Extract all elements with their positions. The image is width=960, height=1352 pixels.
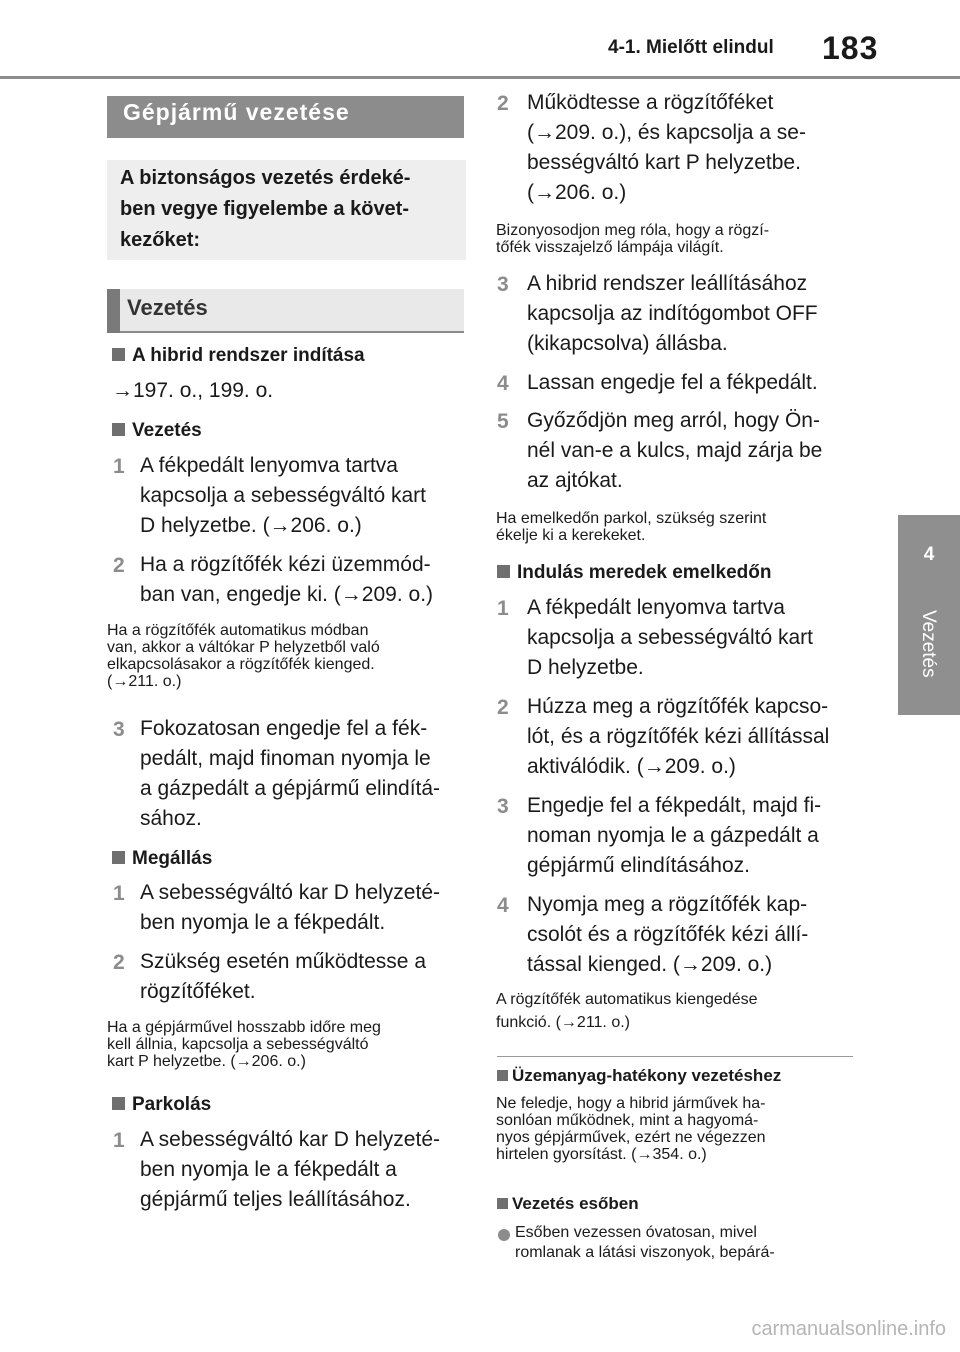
note-line: tőfék visszajelző lámpája világít. [496,239,724,256]
step-number: 3 [113,718,125,741]
page-number: 183 [822,30,879,66]
page-title: Gépjármű vezetése [123,99,350,125]
section-heading-bar [107,289,120,333]
step-line: Húzza meg a rögzítőfék kapcso- [527,695,829,718]
section-heading: Vezetés [127,295,208,320]
step-line: kapcsolja a sebességváltó kart [527,626,813,649]
square-bullet-icon [112,851,125,864]
header-divider [0,76,960,79]
paragraph-line: nyos gépjárművek, ezért ne végezzen [496,1129,766,1146]
step-line: Lassan engedje fel a fékpedált. [527,371,818,394]
paragraph-line: sonlóan működnek, mint a hagyomá- [496,1112,759,1129]
subheading [112,1094,211,1116]
bullet-line: romlanak a látási viszonyok, bepárá- [515,1244,775,1261]
step-line: (kikapcsolva) állásba. [527,332,728,355]
step-line: Engedje fel a fékpedált, majd fi- [527,794,822,817]
chapter-label: Vezetés [918,610,939,678]
step-line: ban van, engedje ki. (→209. o.) [140,583,434,606]
note-line: van, akkor a váltókar P helyzetből való [107,639,380,656]
subheading-text: Megállás [132,848,213,869]
step-number: 1 [113,455,125,478]
subheading-text: A hibrid rendszer indítása [132,345,365,366]
paragraph-line: hirtelen gyorsítást. (→354. o.) [496,1146,707,1163]
watermark: carmanualsonline.info [751,1318,946,1340]
step-line: sához. [140,807,202,830]
step-line: az ajtókat. [527,469,623,492]
note-line: Ha a rögzítőfék automatikus módban [107,622,369,639]
step-line: A hibrid rendszer leállításához [527,272,808,295]
square-bullet-icon [112,1097,125,1110]
step-line: Fokozatosan engedje fel a fék- [140,717,428,740]
page-reference: →197. o., 199. o. [112,379,274,402]
step-line: Győződjön meg arról, hogy Ön- [527,409,820,432]
step-line: noman nyomja le a gázpedált a [527,824,819,847]
subheading-text: Üzemanyag-hatékony vezetéshez [512,1066,782,1085]
paragraph-line: Ne feledje, hogy a hibrid járművek ha- [496,1095,766,1112]
subheading-text: Vezetés esőben [512,1194,639,1213]
subheading [112,848,212,870]
step-number: 3 [497,795,509,818]
step-line: gépjármű elindításához. [527,854,750,877]
step-number: 5 [497,410,509,433]
step-line: Szükség esetén működtesse a [140,950,427,973]
step-line: D helyzetbe. (→206. o.) [140,514,362,537]
step-line: (→206. o.) [527,181,627,204]
subheading [112,420,202,442]
step-line: aktiválódik. (→209. o.) [527,755,736,778]
note-line: (→211. o.) [107,673,182,690]
step-number: 1 [113,882,125,905]
step-line: kapcsolja a sebességváltó kart [140,484,426,507]
step-number: 2 [113,951,125,974]
step-line: nél van-e a kulcs, majd zárja be [527,439,823,462]
step-number: 1 [113,1129,125,1152]
subheading [497,562,772,584]
step-line: A sebességváltó kar D helyzeté- [140,881,440,904]
step-line: a gázpedált a gépjármű elindítá- [140,777,441,800]
step-number: 3 [497,273,509,296]
step-line: kapcsolja az indítógombot OFF [527,302,818,325]
square-bullet-icon [112,423,125,436]
subheading [497,1066,781,1086]
step-number: 2 [497,696,509,719]
chapter-number: 4 [923,544,935,565]
note-line: ékelje ki a kerekeket. [496,527,646,544]
step-number: 1 [497,597,509,620]
note-line: A rögzítőfék automatikus kiengedése [496,991,758,1008]
step-line: A sebességváltó kar D helyzeté- [140,1128,440,1151]
note-line: funkció. (→211. o.) [496,1014,630,1031]
chapter-label-wrap [897,610,960,700]
square-bullet-icon [112,348,125,361]
note-line: Ha a gépjárművel hosszabb időre meg [107,1019,381,1036]
subheading-text: Parkolás [132,1094,212,1115]
step-line: A fékpedált lenyomva tartva [140,454,398,477]
step-number: 2 [497,92,509,115]
step-line: gépjármű teljes leállításához. [140,1188,411,1211]
subheading [497,1194,639,1214]
step-line: tással kienged. (→209. o.) [527,953,773,976]
bullet-line: Esőben vezessen óvatosan, mivel [515,1224,757,1241]
step-number: 4 [497,372,509,395]
note-line: Ha emelkedőn parkol, szükség szerint [496,510,767,527]
step-number: 4 [497,894,509,917]
step-line: Működtesse a rögzítőféket [527,91,774,114]
intro-content: A biztonságos vezetés érdeké- ben vegye figyelembe a követ- kezőket: [120,167,411,251]
step-line: A fékpedált lenyomva tartva [527,596,785,619]
subheading-text: Vezetés [132,420,202,441]
step-line: lót, és a rögzítőfék kézi állítással [527,725,830,748]
step-line: (→209. o.), és kapcsolja a se- [527,121,806,144]
square-bullet-icon [497,1198,508,1209]
step-line: Nyomja meg a rögzítőfék kap- [527,893,808,916]
subheading [112,345,365,367]
step-line: ben nyomja le a fékpedált. [140,911,386,934]
note-line: elkapcsolásakor a rögzítőfék kienged. [107,656,375,673]
subheading-text: Indulás meredek emelkedőn [517,562,772,583]
step-line: ben nyomja le a fékpedált a [140,1158,397,1181]
note-line: kell állnia, kapcsolja a sebességváltó [107,1036,369,1053]
intro-text [120,163,455,256]
step-line: rögzítőféket. [140,980,256,1003]
section-divider [497,1056,853,1057]
step-line: pedált, majd finoman nyomja le [140,747,431,770]
step-line: csolót és a rögzítőfék kézi állí- [527,923,809,946]
round-bullet-icon [498,1229,510,1241]
square-bullet-icon [497,565,510,578]
step-line: Ha a rögzítőfék kézi üzemmód- [140,553,431,576]
square-bullet-icon [497,1070,508,1081]
step-number: 2 [113,554,125,577]
step-line: D helyzetbe. [527,656,644,679]
note-line: Bizonyosodjon meg róla, hogy a rögzí- [496,222,770,239]
section-title: 4-1. Mielőtt elindul [608,37,774,58]
note-line: kart P helyzetbe. (→206. o.) [107,1053,306,1070]
step-line: bességváltó kart P helyzetbe. [527,151,801,174]
